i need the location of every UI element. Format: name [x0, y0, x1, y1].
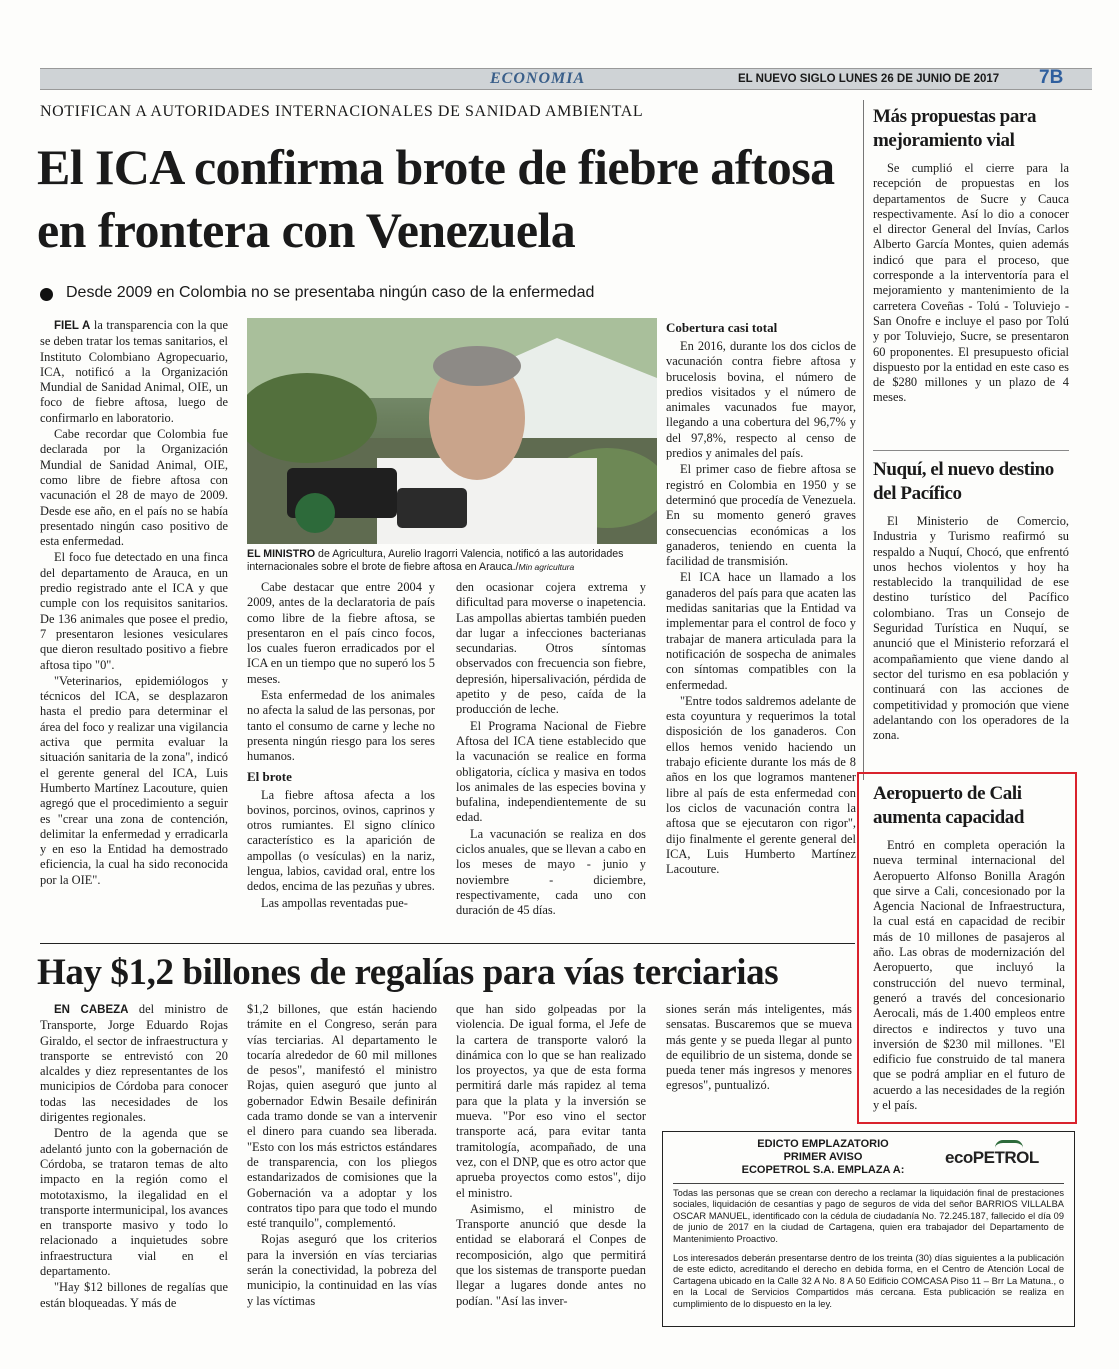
- paragraph: El Ministerio de Comercio, Industria y Turismo reafirmó su respaldo a Nuquí, Chocó, que enfrentó unos hechos violentos y hoy ha restablecido la tranquilidad de ese destino turístico del Pacífico colombiano. Tras un Consejo de Seguridad Turística en Nuquí, se anunció que el Ministerio reforzará el acompañamiento que viene dando al sector del turismo en esa población y continuará con las acciones de competitividad y promoción que viene adelantando con los operadores de la zona.: [873, 514, 1069, 743]
- main-col-3: [456, 580, 646, 938]
- photo-credit: Min agricultura: [518, 562, 575, 573]
- second-headline: Hay $1,2 billones de regalías para vías terciarias: [37, 952, 779, 993]
- notice-divider: [673, 1183, 1064, 1184]
- sidebar-title: Más propuestas para mejoramiento vial: [873, 106, 1037, 151]
- notice-body: Todas las personas que se crean con derecho a reclamar la liquidación final de prestaciones sociales, liquidación de cesantías y pago de seguros de vida del señor BARRIOS VILLALBA OSCAR MANUEL, identificado con la cédula de ciudadanía No. 72.245.187, fallecido el día 09 de junio de 2017 en la ciudad de Cartagena, quien era trabajador del Departamento de Mantenimiento Proactivo.: [673, 1188, 1064, 1244]
- second-col-4: [666, 1002, 852, 1122]
- section-name: ECONOMIA: [490, 70, 586, 87]
- section-divider: [40, 943, 855, 944]
- column-divider: [863, 100, 864, 780]
- paragraph: EN CABEZA del ministro de Transporte, Jorge Eduardo Rojas Giraldo, el sector de infraestructura y transporte se entrevistó con 20 alcaldes y diez representantes de los municipios de Córdoba para conocer todas las necesidades de los dirigentes regionales.: [40, 1002, 228, 1125]
- paragraph: El foco fue detectado en una finca del departamento de Arauca, en un predio registrado ante el ICA y que cumple con los requisitos sanitarios. De 136 animales que posee el predio, 7 presentaron lesiones vesiculares que dieron resultado positivo a fiebre aftosa tipo "0".: [40, 550, 228, 672]
- ecopetrol-logo: ecoPETROL: [945, 1148, 1063, 1172]
- subheading: El brote: [247, 768, 292, 784]
- dateline: EL NUEVO SIGLO LUNES 26 DE JUNIO DE 2017: [738, 73, 1000, 85]
- paragraph: "Hay $12 billones de regalías que están bloqueadas. Y más de: [40, 1280, 228, 1310]
- paragraph: En 2016, durante los dos ciclos de vacunación contra fiebre aftosa y brucelosis bovina, el número de predios visitados y el número de animales vacunados fue mayor, llegando a una cobertura del 96,7% y del 97,8%, respecto al censo de predios y animales del país.: [666, 339, 856, 461]
- paragraph: El Programa Nacional de Fiebre Aftosa del ICA tiene establecido que la vacunación se realice en forma obligatoria, cíclica y masiva en todos los animales de las especies bovina y bufalina, independientemente de su edad.: [456, 718, 646, 825]
- second-col-1: [40, 1002, 228, 1322]
- paragraph: Asimismo, el ministro de Transporte anunció que desde la entidad se elaborará el Conpes de recomposición, algo que permitirá que los sistemas de transporte puedan llegar a lugares donde antes no podían. "Así las inver-: [456, 1201, 646, 1308]
- paragraph: Dentro de la agenda que se adelantó junto con la gobernación de Córdoba, se trataron temas de alto impacto en la región como el mototaxismo, la ilegalidad en el transporte intermunicipal, los avances en transporte masivo y todo lo relacionado a inquietudes sobre infraestructura vial en el departamento.: [40, 1126, 228, 1279]
- paragraph: "Veterinarios, epidemiólogos y técnicos del ICA, se desplazaron hasta el predio para determinar el área del foco y realizar una vigilancia activa que permita evaluar la situación sanitaria de la zona", indicó el gerente general del ICA, Luis Humberto Martínez Lacouture, quien agregó que el procedimiento a seguir es "crear una zona de contención, delimitar la enfermedad y erradicarla y en eso la Entidad ha demostrado eficiencia, la cual ha sido reconocida por la OIE".: [40, 673, 228, 887]
- paragraph: $1,2 billones, que están haciendo trámite en el Congreso, serán para vías terciarias. Al departamento le tocaría alrededor de 60 mil millones de pesos", manifestó el ministro Rojas, quien aseguró que junto al gobernador Edwin Besaile definirán cada tramo donde se van a intervenir el dinero para cuando sea liberada. "Esto con los más estrictos estándares de transparencia, con los pliegos estandarizados de comisiones que la Gobernación va a adoptar y los contratos tipo para que todo el mundo esté tranquilo", complementó.: [247, 1002, 437, 1231]
- deck: Desde 2009 en Colombia no se presentaba ningún caso de la enfermedad: [66, 284, 595, 301]
- photo-illustration: [247, 318, 657, 544]
- photo-caption: EL MINISTRO de Agricultura, Aurelio Iragorri Valencia, notificó a las autoridades internacionales sobre el brote de fiebre aftosa en Arauca./Min agricultura: [247, 548, 624, 574]
- paragraph: El primer caso de fiebre aftosa se registró en Colombia en 1950 y se determinó que procedía de Venezuela. En su momento generó graves consecuencias económicas a los ganaderos, teniendo en cuenta la facilidad de transmisión.: [666, 462, 856, 569]
- iguana-icon: [995, 1140, 1023, 1148]
- main-col-1: [40, 318, 228, 938]
- main-col-2: [247, 580, 435, 938]
- sidebar-item-3: [873, 782, 1065, 1118]
- paragraph: Rojas aseguró que los criterios para la inversión en vías terciarias serán la conectividad, la pobreza del municipio, la continuidad en las vías y las víctimas: [247, 1232, 437, 1308]
- paragraph: Esta enfermedad de los animales no afecta la salud de las personas, por tanto el consumo de carne y leche no presenta ningún riesgo para los seres humanos.: [247, 688, 435, 764]
- second-col-2: [247, 1002, 437, 1322]
- notice-body: Los interesados deberán presentarse dentro de los treinta (30) días siguientes a la publicación de este edicto, acreditando el derecho en debida forma, en el Centro de Atención Local de Cartagena ubicado en la Calle 32 A No. 8 A 50 Edificio COMCASA Piso 11 – Brr La Matuna., o en la Local de Servicios Compartidos más cercana. Esta publicación se realiza en cumplimiento de lo dispuesto en la ley.: [673, 1253, 1064, 1309]
- paragraph: El ICA hace un llamado a los ganaderos del país para que acaten las medidas sanitarias que la Entidad va implementar para el control de foco y trabajar de manera articulada para la notificación de sospecha de animales con síntomas compatibles con la enfermedad.: [666, 570, 856, 692]
- second-col-3: [456, 1002, 646, 1322]
- paragraph: La vacunación se realiza en dos ciclos anuales, que se llevan a cabo en los meses de mayo - junio y noviembre - diciembre, respectivamente, cada uno con duración de 45 días.: [456, 826, 646, 918]
- paragraph: Se cumplió el cierre para la recepción de propuestas en los departamentos de Sucre y Cauca respectivamente. Así lo dio a conocer el director General del Invías, Carlos Alberto García Montes, quien además indicó que para el proceso, que corresponde a la interventoría para el mejoramiento y mantenimiento de la carretera Coveñas - Tolú - Toluviejo - San Onofre e incluye el paso por Tolú y por Toluviejo, Sucre, se presentaron 60 proponentes. El presupuesto oficial dispuesto por la entidad en este caso es de $280 millones y un plazo de 4 meses.: [873, 161, 1069, 405]
- paragraph: FIEL A la transparencia con la que se deben tratar los temas sanitarios, el Instituto Colombiano Agropecuario, ICA, notificó a la Organización Mundial de Sanidad Animal, OIE, un foco de fiebre aftosa, luego de confirmarlo en laboratorio.: [40, 318, 228, 425]
- paragraph: Cabe destacar que entre 2004 y 2009, antes de la declaratoria de país como libre de la fiebre aftosa, se presentaron en el país cinco focos, los cuales fueron erradicados por el ICA en un tiempo que no superó los 5 meses.: [247, 580, 435, 686]
- notice-summons: ECOPETROL S.A. EMPLAZA A:: [741, 1164, 905, 1176]
- deck-bullet-icon: [40, 288, 53, 301]
- page-number: 7B: [1039, 67, 1064, 88]
- paragraph: que han sido golpeadas por la violencia. De igual forma, el Jefe de la cartera de transporte valoró la dinámica con lo que se han realizado los proyectos, ya que de esta forma permitirá darle más rapidez al tema para que la plata y la inversión se mueva. "Por eso vino el sector transporte acá, para evitar tanta tramitología, acompañado, de una vez, con el DNP, que es otro actor que aprueba proyectos como estos", dijo el ministro.: [456, 1002, 646, 1200]
- sidebar-divider: [873, 450, 1069, 451]
- lead-in: EN CABEZA: [54, 1004, 129, 1016]
- paragraph: Cabe recordar que Colombia fue declarada por la Organización Mundial de Sanidad Animal, OIE, como libre de fiebre aftosa con vacunación el 28 de mayo de 2009. Desde ese año, en el país no se había presentado ningún caso positivo de esta enfermedad.: [40, 427, 228, 549]
- paragraph: siones serán más inteligentes, más sensatas. Buscaremos que se mueva más gente y se pueda llegar al punto de equilibrio de un sistema, donde se pueda tener más ingresos y menores egresos", puntualizó.: [666, 1002, 852, 1093]
- paragraph: Entró en completa operación la nueva terminal internacional del Aeropuerto Alfonso Bonilla Aragón que sirve a Cali, concesionado por la Agencia Nacional de Infraestructura, la cual está en capacidad de recibir más de 10 millones de pasajeros al año. Las obras de modernización del Aeropuerto, que incluyó la construcción del nuevo terminal, generó a través del concesionario Aerocali, más de 1.400 empleos entre directos e indirectos y tuvo una inversión de $230 mil millones. "El edificio fue construido de tal manera que se podrá ampliar en el futuro de acuerdo a las necesidades de la región y el país.: [873, 838, 1065, 1113]
- paragraph: La fiebre aftosa afecta a los bovinos, porcinos, ovinos, caprinos y otros rumiantes. El signo clínico característico es la aparición de ampollas (o vesículas) en la nariz, lengua, labios, cavidad oral, entre los dedos, encima de las pezuñas y ubres.: [247, 787, 435, 894]
- main-col-4: [666, 316, 856, 938]
- lead-in: FIEL A: [54, 320, 91, 332]
- sidebar-item-1: [873, 105, 1069, 447]
- kicker: NOTIFICAN A AUTORIDADES INTERNACIONALES DE SANIDAD AMBIENTAL: [40, 103, 644, 120]
- photo-minister: [247, 318, 657, 544]
- sidebar-title: Aeropuerto de Cali aumenta capacidad: [873, 783, 1025, 828]
- paragraph: "Entre todos saldremos adelante de esta coyuntura y requerimos la total disposición de los ganaderos. Con ellos hemos venido haciendo un trabajo eficiente durante los más de 8 años en los que logramos mantener libre al país de esta enfermedad con los ciclos de vacunación contra la aftosa que se ejecutaron con rigor", dijo finalmente el gerente general del ICA, Luis Humberto Martínez Lacouture.: [666, 693, 856, 877]
- main-headline: El ICA confirma brote de fiebre aftosa en frontera con Venezuela: [37, 139, 835, 258]
- notice-subtitle: PRIMER AVISO: [783, 1151, 863, 1163]
- sidebar-title: Nuquí, el nuevo destino del Pacífico: [873, 459, 1054, 504]
- notice-title: EDICTO EMPLAZATORIO: [757, 1138, 889, 1150]
- sidebar-item-2: [873, 458, 1069, 778]
- paragraph: Las ampollas reventadas pue-: [261, 895, 408, 910]
- paragraph: den ocasionar cojera extrema y dificultad para moverse o inapetencia. Las ampollas abiertas también pueden dar lugar a infecciones bacterianas secundarias. Otros síntomas observados con frecuencia son fiebre, depresión, hipersalivación, pérdida de apetito y de peso, caída de la producción de leche.: [456, 580, 646, 717]
- subheading: Cobertura casi total: [666, 320, 778, 335]
- legal-notice: [662, 1131, 1075, 1327]
